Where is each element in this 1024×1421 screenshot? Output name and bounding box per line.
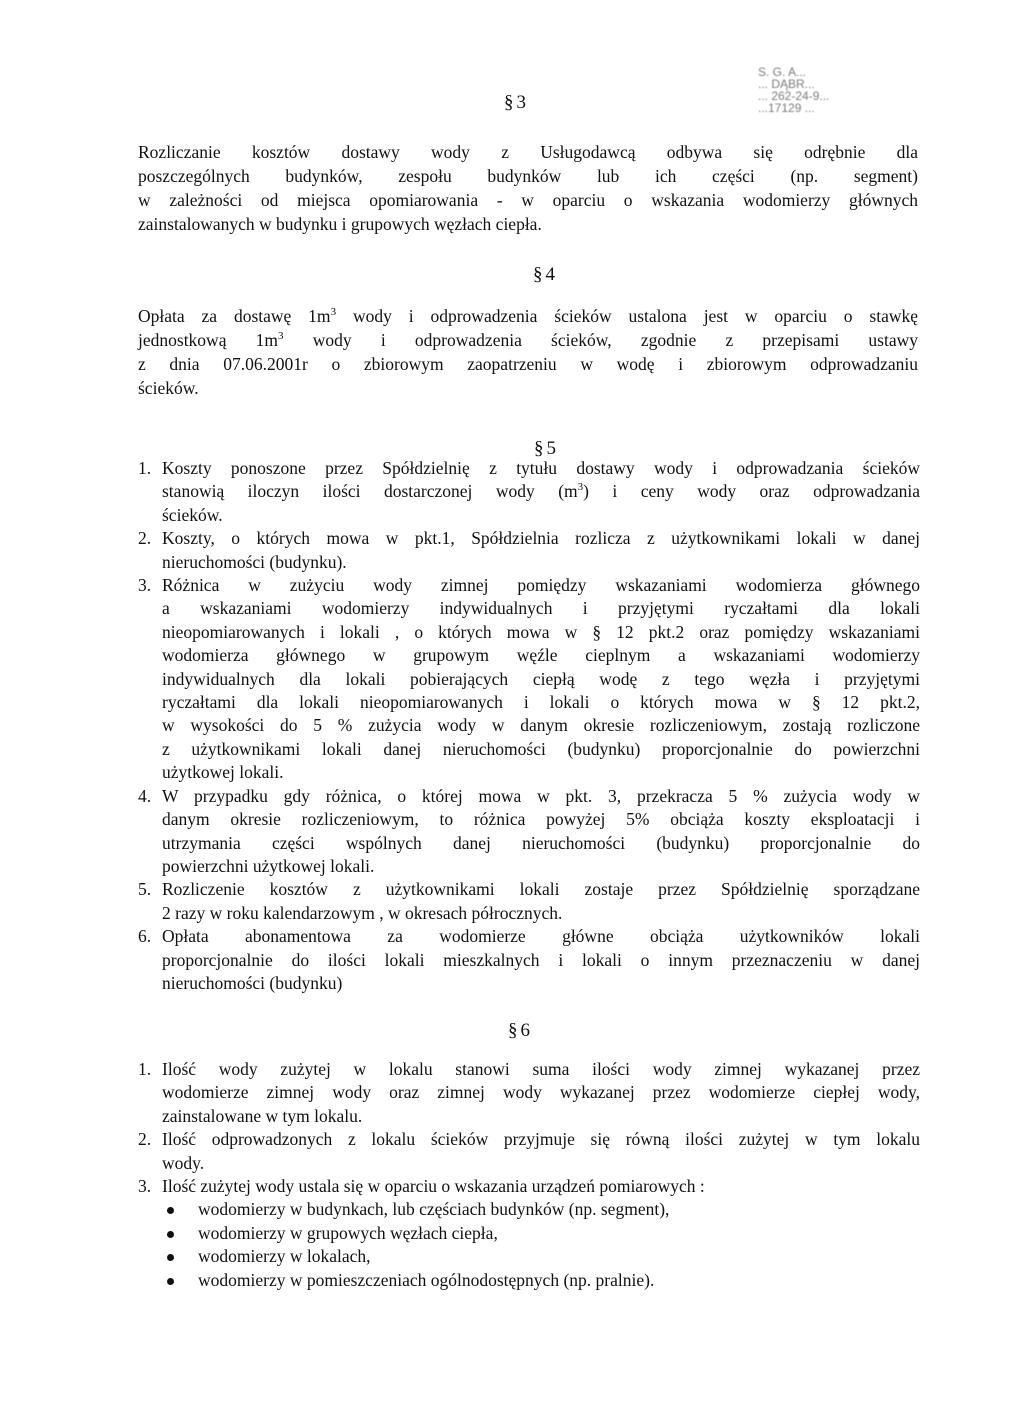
- text-line: z użytkownikami lokali danej nieruchomości (budynku) proporcjonalnie do powierzchni: [162, 738, 920, 759]
- text-fragment: ) i ceny wody oraz odprowadzania: [583, 481, 921, 502]
- stamp-line: ...17129 ...: [758, 101, 815, 115]
- bullet-list: [162, 1198, 920, 1292]
- text-line: w wysokości do 5 % zużycia wody w danym okresie rozliczeniowym, zostają rozliczone: [162, 715, 920, 736]
- bullet-item: [162, 1222, 920, 1245]
- item-number: 1.: [138, 1059, 152, 1079]
- text-line: zainstalowanych w budynku i grupowych węzłach ciepła.: [138, 214, 542, 234]
- item-number: 3.: [138, 1176, 152, 1197]
- list-item: [138, 574, 920, 785]
- bullet-item: [162, 1198, 920, 1221]
- item-number: 4.: [138, 785, 152, 806]
- section-heading-3: [504, 92, 526, 114]
- text-line: w zależności od miejsca opomiarowania - w oparciu o wskazania wodomierzy głównych: [138, 190, 918, 210]
- section-heading-4: [533, 264, 555, 286]
- text-line: Opłata abonamentowa za wodomierze główne obciąża użytkowników lokali: [162, 926, 920, 947]
- item-number: 2.: [138, 1129, 152, 1150]
- text-line: W przypadku gdy różnica, o której mowa w pkt. 3, przekracza 5 % zużycia wody w: [162, 785, 920, 806]
- superscript: 3: [577, 481, 584, 494]
- text-line: Koszty ponoszone przez Spółdzielnię z tytułu dostawy wody i odprowadzania ścieków: [162, 458, 920, 478]
- section-number: 5: [546, 438, 556, 459]
- text-line: a wskazaniami wodomierzy indywidualnych i przyjętymi ryczałtami dla lokali: [162, 598, 920, 619]
- bullet-text: wodomierzy w pomieszczeniach ogólnodostępnych (np. pralnie).: [198, 1269, 655, 1290]
- section-symbol: §: [504, 92, 514, 113]
- bullet-text: wodomierzy w grupowych węzłach ciepła,: [198, 1222, 498, 1243]
- superscript: 3: [278, 330, 284, 343]
- stamp-line: S. G. A...: [758, 65, 807, 79]
- text-line: indywidualnych dla lokali pobierających ciepłą wodę z tego węzła i przyjętymi: [162, 668, 920, 689]
- text-line: zainstalowane w tym lokalu.: [162, 1105, 363, 1126]
- bullet-icon: [167, 1231, 174, 1238]
- text-line: [138, 304, 918, 328]
- text-line: 2 razy w roku kalendarzowym , w okresach półrocznych.: [162, 902, 563, 923]
- text-line: Różnica w zużyciu wody zimnej pomiędzy wskazaniami wodomierza głównego: [162, 575, 920, 596]
- item-number: 5.: [138, 879, 152, 900]
- section-number: 4: [545, 264, 555, 285]
- list-item: [138, 1128, 920, 1175]
- text-line: Rozliczenie kosztów z użytkownikami lokali zostaje przez Spółdzielnię sporządzane: [162, 879, 920, 900]
- text-line: wodomierza głównego w grupowym węźle cieplnym a wskazaniami wodomierzy: [162, 645, 920, 666]
- text-line: wody.: [162, 1152, 205, 1173]
- text-line: Rozliczanie kosztów dostawy wody z Usługodawcą odbywa się odrębnie dla: [138, 142, 918, 162]
- text-fragment: wody i odprowadzenia ścieków, zgodnie z przepisami ustawy: [283, 330, 919, 350]
- section-4-text: [138, 304, 918, 400]
- text-line: nieruchomości (budynku).: [162, 551, 347, 572]
- text-line: wodomierze zimnej wody oraz zimnej wody wykazanej przez wodomierze ciepłej wody,: [162, 1082, 920, 1103]
- text-line: [162, 480, 920, 503]
- list-item: [138, 1058, 920, 1128]
- list-item: [138, 925, 920, 995]
- text-line: Ilość odprowadzonych z lokalu ścieków przyjmuje się równą ilości zużytej w tym lokalu: [162, 1129, 920, 1150]
- list-item: [138, 457, 920, 527]
- bullet-item: [162, 1245, 920, 1268]
- text-line: Ilość zużytej wody ustala się w oparciu o wskazania urządzeń pomiarowych :: [162, 1176, 705, 1197]
- bullet-icon: [167, 1278, 174, 1285]
- section-heading-6: [508, 1020, 530, 1042]
- text-line: ryczałtami dla lokali nieopomiarowanych i lokali o których mowa w § 12 pkt.2,: [162, 692, 920, 713]
- text-line: użytkowej lokali.: [162, 762, 284, 783]
- item-number: 1.: [138, 458, 152, 478]
- section-5-list: [138, 457, 920, 995]
- text-line: nieopomiarowanych i lokali , o których mowa w § 12 pkt.2 oraz pomiędzy wskazaniami: [162, 621, 920, 642]
- list-item: [138, 527, 920, 574]
- section-3-text: [138, 140, 918, 236]
- section-number: 6: [520, 1020, 530, 1041]
- text-line: proporcjonalnie do ilości lokali mieszkalnych i lokali o innym przeznaczeniu w danej: [162, 949, 920, 970]
- bullet-text: wodomierzy w budynkach, lub częściach budynków (np. segment),: [198, 1199, 670, 1220]
- item-number: 6.: [138, 926, 152, 947]
- text-line: z dnia 07.06.2001r o zbiorowym zaopatrzeniu w wodę i zbiorowym odprowadzaniu: [138, 354, 918, 374]
- bullet-icon: [167, 1207, 174, 1214]
- text-line: powierzchni użytkowej lokali.: [162, 855, 375, 876]
- list-item: [138, 1175, 920, 1292]
- stamp-line: ... DĄBR...: [758, 77, 815, 91]
- text-line: danym okresie rozliczeniowym, to różnica powyżej 5% obciąża koszty eksploatacji i: [162, 809, 920, 830]
- text-line: Ilość wody zużytej w lokalu stanowi suma ilości wody zimnej wykazanej przez: [162, 1059, 920, 1079]
- superscript: 3: [330, 306, 337, 319]
- text-fragment: Opłata za dostawę 1m: [138, 306, 331, 326]
- text-line: ścieków.: [138, 378, 199, 398]
- list-item: [138, 878, 920, 925]
- text-fragment: stanowią iloczyn ilości dostarczonej wody (m: [162, 481, 578, 502]
- stamp-line: ... 262-24-9...: [758, 89, 830, 103]
- text-line: ścieków.: [162, 504, 223, 525]
- section-symbol: §: [533, 264, 543, 285]
- item-number: 3.: [138, 575, 152, 596]
- text-line: Koszty, o których mowa w pkt.1, Spółdzielnia rozlicza z użytkownikami lokali w danej: [162, 528, 920, 549]
- text-fragment: wody i odprowadzenia ścieków ustalona jest w oparciu o stawkę: [336, 306, 919, 326]
- list-item: [138, 785, 920, 879]
- bullet-icon: [167, 1254, 174, 1261]
- section-number: 3: [516, 92, 526, 113]
- text-line: utrzymania części wspólnych danej nieruchomości (budynku) proporcjonalnie do: [162, 832, 920, 853]
- section-symbol: §: [534, 438, 544, 459]
- bullet-text: wodomierzy w lokalach,: [198, 1246, 371, 1267]
- section-6-list: [138, 1058, 920, 1292]
- bullet-item: [162, 1269, 920, 1292]
- text-line: nieruchomości (budynku): [162, 972, 343, 993]
- text-line: [138, 328, 918, 352]
- text-fragment: jednostkową 1m: [138, 330, 279, 350]
- section-symbol: §: [508, 1020, 518, 1041]
- stamp: [758, 66, 958, 114]
- text-line: poszczególnych budynków, zespołu budynków lub ich części (np. segment): [138, 166, 918, 186]
- item-number: 2.: [138, 528, 152, 549]
